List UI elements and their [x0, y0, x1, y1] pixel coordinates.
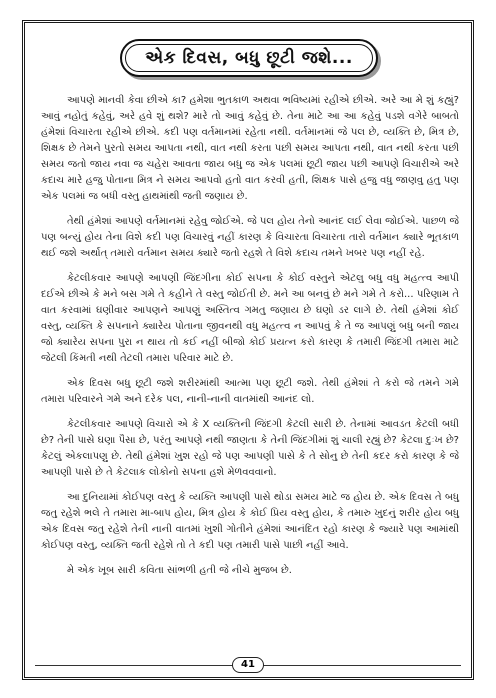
paragraph: કેટલીકવાર આપણે આપણી જિંદગીના કોઈ સપના કે કોઈ વસ્તુને એટલુ બધુ વધુ મહત્ત્વ આપી દઈએ છીએ કે મને બસ ગમે તે કહીને તે વસ્તુ જોઈતી છે. મને આ બનવું છે મને ગમે તે કરો... પરિણામ તે વાત કરવામાં ઘણીવાર આપણને આપણું અસ્તિત્વ ગમતુ જણાય છે ઘણો ડર લાગે છે. તેથી હંમેશાં કોઈ વસ્તુ, વ્યક્તિ કે સપનાને ક્યારેય પોતાના જીવનથી વધુ મહત્ત્વ ન આપવું કે તે જ આપણું બધુ બની જાય જો ક્યારેય સપના પુરા ન થાય તો કઈ નહીં બીજો કોઈ પ્રયત્ન કરો કારણ કે તમારી જિંદગી તમારા માટે જેટલી કિંમતી નથી તેટલી તમારા પરિવાર માટે છે. [41, 273, 459, 364]
paragraph: કેટલીકવાર આપણે વિચારો એ કે X વ્યક્તિની જિંદગી કેટલી સારી છે. તેનામાં આવડત કેટલી બધી છે? તેની પાસે ઘણા પૈસા છે, પરંતુ આપણે નથી જાણતા કે તેની જિંદગીમાં શું ચાલી રહ્યું છે? કેટલા દુઃખ છે? કેટલું એકલાપણુ છે. તેથી હંમેશાં ખુશ રહો જે પણ આપણી પાસે કે તે સોનુ છે તેની કદર કરો કારણ કે જે આપણી પાસે છે તે કેટલાક લોકોનો સપના હશે મેળવવવાનો. [41, 419, 459, 478]
paragraph: તેથી હંમેશાં આપણે વર્તમાનમાં રહેવુ જોઈએ. જે પલ હોય તેનો આનંદ લઈ લેવા જોઈએ. પાછળ જે પણ બન્યું હોય તેના વિશે કદી પણ વિચારવું નહીં કારણ કે વિચારતા વિચારતા તારો વર્તમાન ક્યારે ભૂતકાળ થઈ જશે અર્થાત્ તમારો વર્તમાન સમય ક્યારે જતો રહશે તે વિશે કદાચ તમને ખબર પણ નહીં રહે. [41, 216, 459, 259]
page-frame [22, 20, 474, 680]
page-footer [25, 657, 471, 673]
title-banner [120, 39, 378, 77]
article-body [41, 93, 459, 588]
paragraph: આપણે માનવી કેવા છીએ કા? હમેશા ભુતકાળ અથવા ભવિષ્યમાં રહીએ છીએ. અરે આ મે શું કહ્યું? આવું નહોતું કહેવું, અરે હવે શું થશે? મારે તો આવું કહેવું છે. તેના માટે આ આ કહેવું પડશે વગેરે બાબતો હંમેશાં વિચારતા રહીએ છીએ. કદી પણ વર્તમાનમાં રહેતા નથી. વર્તમાનમાં જે પલ છે, વ્યક્તિ છે, મિત્ર છે, શિક્ષક છે તેમને પુરતો સમય આપતા નથી, વાત નથી કરતા પછી સમય આપતા નથી, વાત નથી કરતા પછી સમય જતો જાય નવા જ ચહેરા આવતા જાય બધુ જ એક પલમાં છૂટી જાય પછી આપણે વિચારીએ અરે કદાચ મારે હજુ પોતાના મિત્ર ને સમય આપવો હતો વાત કરવી હતી, શિક્ષક પાસે હજુ વધુ જાણવુ હતુ પણ એક પલમાં જ બધી વસ્તુ હાથમાંથી જતી જણાય છે. [41, 95, 459, 202]
paragraph: મે એક ખૂબ સારી કવિતા સાંભળી હતી જે નીચે મુજબ છે. [67, 565, 292, 576]
page-title: એક દિવસ, બધુ છૂટી જશે... [145, 48, 353, 68]
paragraph: આ દુનિયામાં કોઈપણ વસ્તુ કે વ્યક્તિ આપણી પાસે થોડા સમય માટે જ હોય છે. એક દિવસ તે બધુ જતુ રહેશે ભલે તે તમારા મા-બાપ હોય, મિત્ર હોય કે કોઈ પ્રિય વસ્તુ હોય, કે તમારુ ખુદનું શરીર હોય બધુ એક દિવસ જતુ રહેશે તેની નાની વાતમાં ખુશી ગોતીને હંમેશાં આનંદિત રહો કારણ કે જ્યારે પણ આમાંથી કોઈપણ વસ્તુ, વ્યક્તિ જતી રહેશે તો તે કદી પણ તમારી પાસે પાછી નહીં આવે. [41, 492, 459, 551]
paragraph: એક દિવસ બધુ છૂટી જશે શરીરમાંથી આત્મા પણ છૂટી જશે. તેથી હંમેશાં તે કરો જે તમને ગમે તમારા પરિવારને ગમે અને દરેક પલ, નાની-નાની વાતમાંથી આનંદ લો. [41, 378, 459, 405]
page-number: 41 [232, 657, 264, 673]
